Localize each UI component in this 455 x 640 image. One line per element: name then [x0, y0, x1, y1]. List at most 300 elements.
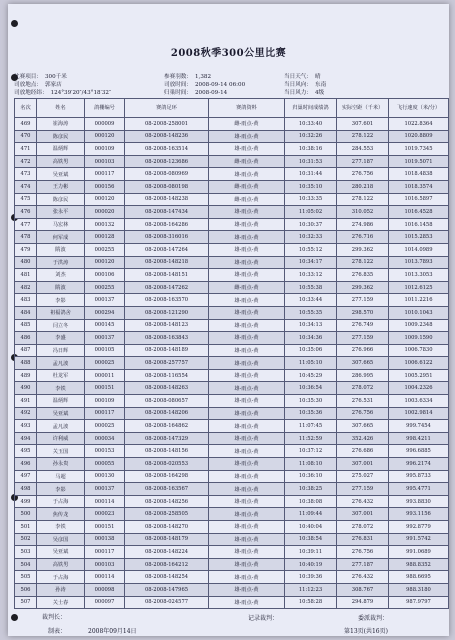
table-cell: 1002.9814: [389, 407, 449, 420]
info-item: [14, 82, 62, 89]
table-cell: 雄-雨点-黄: [209, 332, 285, 345]
info-value: 郭家店: [44, 82, 62, 88]
table-row: [15, 407, 449, 420]
table-cell: 吴亚斌: [37, 407, 85, 420]
column-header: 名次: [15, 99, 37, 118]
table-cell: 08-2008-148156: [125, 445, 209, 458]
table-cell: 雌-雨点-黄: [209, 281, 285, 294]
table-cell: 988.3180: [389, 583, 449, 596]
table-cell: 000156: [85, 180, 125, 193]
table-cell: 08-2008-257757: [125, 357, 209, 370]
table-row: [15, 432, 449, 445]
table-cell: 10:37:12: [285, 445, 337, 458]
table-cell: 李影: [37, 294, 85, 307]
table-body: [15, 118, 449, 609]
table-cell: 李铁: [37, 521, 85, 534]
table-row: [15, 218, 449, 231]
table-cell: 000103: [85, 558, 125, 571]
table-cell: 08-2008-148236: [125, 130, 209, 143]
table-cell: 10:33:35: [285, 193, 337, 206]
table-cell: 10:35:06: [285, 344, 337, 357]
table-cell: 484: [15, 306, 37, 319]
table-cell: 987.9797: [389, 596, 449, 609]
column-header: 飞行速度（米/分）: [389, 99, 449, 118]
table-cell: 499: [15, 495, 37, 508]
table-cell: 闫立冬: [37, 319, 85, 332]
table-cell: 000145: [85, 319, 125, 332]
table-cell: 10:34:13: [285, 319, 337, 332]
table-cell: 许利威: [37, 432, 85, 445]
table-cell: 08-2008-147965: [125, 583, 209, 596]
table-cell: 996.6885: [389, 445, 449, 458]
table-cell: 10:40:04: [285, 521, 337, 534]
table-cell: 276.749: [337, 319, 389, 332]
table-cell: 307.665: [337, 357, 389, 370]
table-cell: 483: [15, 294, 37, 307]
table-cell: 08-2008-020553: [125, 458, 209, 471]
table-cell: 485: [15, 319, 37, 332]
table-cell: 479: [15, 243, 37, 256]
table-cell: 1018.3574: [389, 180, 449, 193]
table-cell: 488: [15, 357, 37, 370]
info-value: 2008-09-14: [194, 90, 228, 96]
table-cell: 998.4211: [389, 432, 449, 445]
table-cell: 000020: [85, 206, 125, 219]
table-cell: 1019.5071: [389, 155, 449, 168]
table-cell: 08-2008-148224: [125, 546, 209, 559]
table-cell: 1018.4838: [389, 168, 449, 181]
table-cell: 000025: [85, 357, 125, 370]
table-cell: 993.1156: [389, 508, 449, 521]
table-cell: 277.187: [337, 558, 389, 571]
table-cell: 1022.8364: [389, 118, 449, 131]
table-row: [15, 344, 449, 357]
table-cell: 刘杰: [37, 269, 85, 282]
table-cell: 10:34:36: [285, 332, 337, 345]
table-cell: 10:36:10: [285, 470, 337, 483]
table-cell: 高铁男: [37, 558, 85, 571]
table-cell: 雄-雨点-黄: [209, 344, 285, 357]
table-cell: 雄-雨点-黄: [209, 294, 285, 307]
table-row: [15, 420, 449, 433]
table-cell: 关士春: [37, 596, 85, 609]
table-cell: 08-2008-148151: [125, 269, 209, 282]
info-value: 晴: [314, 74, 321, 80]
table-cell: 雄-雨点-黄: [209, 571, 285, 584]
table-cell: 08-2008-147262: [125, 281, 209, 294]
table-cell: 000011: [85, 369, 125, 382]
table-cell: 08-2008-121290: [125, 306, 209, 319]
table-cell: 000120: [85, 193, 125, 206]
table-cell: 马宏林: [37, 218, 85, 231]
table-cell: 000106: [85, 269, 125, 282]
table-row: [15, 533, 449, 546]
table-cell: 雄-雨点-黄: [209, 382, 285, 395]
info-value: 300千米: [44, 74, 67, 80]
table-cell: 000137: [85, 294, 125, 307]
table-cell: 雄-雨点-黄: [209, 143, 285, 156]
table-cell: 1020.8809: [389, 130, 449, 143]
table-cell: 352.426: [337, 432, 389, 445]
table-row: [15, 294, 449, 307]
table-cell: 480: [15, 256, 37, 269]
table-cell: 雄-雨点-黄: [209, 445, 285, 458]
table-cell: 11:52:59: [285, 432, 337, 445]
table-row: [15, 369, 449, 382]
table-cell: 1011.2216: [389, 294, 449, 307]
table-cell: 雄-雨点-黄: [209, 458, 285, 471]
table-row: [15, 130, 449, 143]
table-row: [15, 558, 449, 571]
table-cell: 277.159: [337, 332, 389, 345]
table-cell: 雄-雨点-黄: [209, 533, 285, 546]
binder-hole: [11, 20, 18, 27]
table-cell: 关玉国: [37, 445, 85, 458]
table-cell: 10:58:28: [285, 596, 337, 609]
table-cell: 503: [15, 546, 37, 559]
table-cell: 孟凡波: [37, 420, 85, 433]
table-cell: 000138: [85, 533, 125, 546]
table-cell: 489: [15, 369, 37, 382]
table-cell: 000151: [85, 521, 125, 534]
table-cell: 08-2008-123686: [125, 155, 209, 168]
table-row: [15, 508, 449, 521]
table-cell: 于占海: [37, 571, 85, 584]
table-cell: 276.432: [337, 495, 389, 508]
table-cell: 000114: [85, 571, 125, 584]
table-cell: 温炳辉: [37, 395, 85, 408]
table-cell: 000130: [85, 470, 125, 483]
page-number: 第13页(共16页): [344, 628, 388, 635]
table-cell: 000132: [85, 218, 125, 231]
table-cell: 505: [15, 571, 37, 584]
table-cell: 高铁男: [37, 155, 85, 168]
table-row: [15, 470, 449, 483]
table-cell: 988.8352: [389, 558, 449, 571]
table-cell: 雄-雨点-黄: [209, 168, 285, 181]
table-cell: 999.7454: [389, 420, 449, 433]
table-cell: 11:09:44: [285, 508, 337, 521]
info-label: 司放地经纬：: [14, 90, 48, 96]
table-cell: 299.362: [337, 281, 389, 294]
result-sheet: [8, 4, 449, 636]
table-cell: 502: [15, 533, 37, 546]
info-label: 司放时间：: [164, 82, 192, 88]
table-cell: 崔海涛: [37, 118, 85, 131]
table-cell: 000055: [85, 458, 125, 471]
table-cell: 何军成: [37, 231, 85, 244]
table-cell: 雄-雨点-黄: [209, 306, 285, 319]
table-row: [15, 155, 449, 168]
table-cell: 雌-雨点-黄: [209, 155, 285, 168]
table-cell: 吴亚斌: [37, 546, 85, 559]
table-cell: 张永平: [37, 206, 85, 219]
table-cell: 000109: [85, 143, 125, 156]
table-cell: 1009.2348: [389, 319, 449, 332]
table-cell: 276.756: [337, 546, 389, 559]
table-cell: 1012.6125: [389, 281, 449, 294]
table-cell: 雄-雨点-黄: [209, 369, 285, 382]
table-cell: 雄-雨点-黄: [209, 357, 285, 370]
table-cell: 孙涛: [37, 583, 85, 596]
table-row: [15, 319, 449, 332]
table-cell: 10:39:11: [285, 546, 337, 559]
table-cell: 1013.3053: [389, 269, 449, 282]
table-row: [15, 231, 449, 244]
table-cell: 276.831: [337, 533, 389, 546]
table-cell: 486: [15, 332, 37, 345]
table-cell: 11:07:45: [285, 420, 337, 433]
table-row: [15, 395, 449, 408]
table-cell: 000137: [85, 483, 125, 496]
table-cell: 08-2008-147264: [125, 243, 209, 256]
table-cell: 995.4771: [389, 483, 449, 496]
table-cell: 10:40:19: [285, 558, 337, 571]
table-cell: 10:31:44: [285, 168, 337, 181]
table-row: [15, 206, 449, 219]
table-cell: 1004.2326: [389, 382, 449, 395]
table-cell: 000098: [85, 583, 125, 596]
table-row: [15, 168, 449, 181]
table-cell: 504: [15, 558, 37, 571]
info-value: 2008-09-14 06:00: [194, 82, 246, 88]
table-cell: 274.986: [337, 218, 389, 231]
table-row: [15, 546, 449, 559]
table-cell: 286.995: [337, 369, 389, 382]
table-cell: 1009.1590: [389, 332, 449, 345]
table-cell: 477: [15, 218, 37, 231]
table-row: [15, 357, 449, 370]
table-cell: 000120: [85, 130, 125, 143]
table-cell: 478: [15, 231, 37, 244]
table-cell: 476: [15, 206, 37, 219]
table-cell: 08-2008-148123: [125, 319, 209, 332]
table-cell: 1005.2951: [389, 369, 449, 382]
table-row: [15, 596, 449, 609]
table-row: [15, 332, 449, 345]
table-cell: 494: [15, 432, 37, 445]
table-cell: 08-2008-148263: [125, 382, 209, 395]
table-cell: 307.601: [337, 118, 389, 131]
table-cell: 996.2174: [389, 458, 449, 471]
info-label: 归巢时间：: [164, 90, 192, 96]
table-row: [15, 445, 449, 458]
table-cell: 299.362: [337, 243, 389, 256]
table-cell: 雄-雨点-黄: [209, 231, 285, 244]
info-item: [284, 82, 326, 89]
table-cell: 雄-雨点-黄: [209, 495, 285, 508]
judge-label: 裁判长：: [42, 614, 67, 621]
table-cell: 雌-雨点-黄: [209, 118, 285, 131]
table-cell: 祖福鸽舍: [37, 306, 85, 319]
table-cell: 000294: [85, 306, 125, 319]
table-cell: 08-2008-164286: [125, 218, 209, 231]
table-cell: 雄-雨点-黄: [209, 596, 285, 609]
table-cell: 993.8830: [389, 495, 449, 508]
table-cell: 10:35:10: [285, 180, 337, 193]
table-cell: 507: [15, 596, 37, 609]
table-cell: 雄-雨点-黄: [209, 470, 285, 483]
table-cell: 10:33:40: [285, 118, 337, 131]
info-label: 当日风向：: [284, 82, 312, 88]
table-cell: 08-2008-258505: [125, 508, 209, 521]
table-cell: 08-2008-080198: [125, 180, 209, 193]
table-cell: 10:38:25: [285, 483, 337, 496]
table-cell: 雄-雨点-黄: [209, 546, 285, 559]
recorder-label: 记录裁判：: [248, 615, 279, 622]
table-cell: 000153: [85, 445, 125, 458]
table-cell: 992.8779: [389, 521, 449, 534]
table-row: [15, 306, 449, 319]
table-cell: 506: [15, 583, 37, 596]
info-value: 1,382: [194, 74, 211, 80]
committee-label: 委派裁判：: [358, 615, 389, 622]
table-cell: 08-2008-080969: [125, 168, 209, 181]
table-cell: 497: [15, 470, 37, 483]
table-cell: 000103: [85, 155, 125, 168]
table-cell: 08-2008-147329: [125, 432, 209, 445]
table-cell: 08-2008-148254: [125, 571, 209, 584]
table-cell: 08-2008-080657: [125, 395, 209, 408]
table-cell: 雄-雨点-黄: [209, 508, 285, 521]
table-cell: 雄-雨点-黄: [209, 521, 285, 534]
table-row: [15, 243, 449, 256]
table-cell: 陈彦民: [37, 193, 85, 206]
table-cell: 000137: [85, 332, 125, 345]
table-cell: 08-2008-163843: [125, 332, 209, 345]
table-cell: 10:36:54: [285, 382, 337, 395]
table-cell: 000128: [85, 231, 125, 244]
info-label: 当日风力：: [284, 90, 312, 96]
table-cell: 000255: [85, 243, 125, 256]
table-cell: 08-2008-164298: [125, 470, 209, 483]
table-cell: 10:31:53: [285, 155, 337, 168]
table-cell: 991.5742: [389, 533, 449, 546]
table-cell: 王力彬: [37, 180, 85, 193]
table-cell: 000097: [85, 596, 125, 609]
table-cell: 475: [15, 193, 37, 206]
table-cell: 469: [15, 118, 37, 131]
table-cell: 276.756: [337, 168, 389, 181]
table-cell: 276.686: [337, 445, 389, 458]
table-cell: 雄-雨点-黄: [209, 256, 285, 269]
table-cell: 08-2008-116554: [125, 369, 209, 382]
table-cell: 雄-雨点-黄: [209, 243, 285, 256]
table-cell: 276.531: [337, 395, 389, 408]
table-cell: 294.879: [337, 596, 389, 609]
table-cell: 08-2008-163514: [125, 143, 209, 156]
table-cell: 李影: [37, 483, 85, 496]
table-cell: 08-2008-316016: [125, 231, 209, 244]
table-cell: 10:32:33: [285, 231, 337, 244]
table-cell: 08-2008-148256: [125, 495, 209, 508]
table-cell: 276.835: [337, 269, 389, 282]
info-item: [14, 74, 67, 81]
table-cell: 495: [15, 445, 37, 458]
table-cell: 雄-雨点-黄: [209, 432, 285, 445]
table-row: [15, 571, 449, 584]
table-cell: 10:38:54: [285, 533, 337, 546]
table-cell: 307.665: [337, 420, 389, 433]
table-cell: 11:05:02: [285, 206, 337, 219]
table-cell: 孙永贵: [37, 458, 85, 471]
table-cell: 08-2008-163567: [125, 483, 209, 496]
table-cell: 276.716: [337, 231, 389, 244]
table-cell: 496: [15, 458, 37, 471]
table-cell: 温炳辉: [37, 143, 85, 156]
column-header: 姓名: [37, 99, 85, 118]
table-row: [15, 269, 449, 282]
table-cell: 1016.4528: [389, 206, 449, 219]
table-cell: 280.218: [337, 180, 389, 193]
table-cell: 08-2008-163570: [125, 294, 209, 307]
table-cell: 10:30:37: [285, 218, 337, 231]
column-header: 赛鸽足环: [125, 99, 209, 118]
table-cell: 498: [15, 483, 37, 496]
table-cell: 08-2008-024577: [125, 596, 209, 609]
table-cell: 雄-雨点-黄: [209, 218, 285, 231]
binder-hole: [11, 614, 18, 621]
table-cell: 08-2008-164862: [125, 420, 209, 433]
table-cell: 10:33:12: [285, 269, 337, 282]
table-cell: 1015.2853: [389, 231, 449, 244]
table-cell: 277.159: [337, 294, 389, 307]
table-cell: 491: [15, 395, 37, 408]
table-cell: 310.052: [337, 206, 389, 219]
table-cell: 08-2008-148189: [125, 344, 209, 357]
table-cell: 1006.7830: [389, 344, 449, 357]
table-cell: 10:32:26: [285, 130, 337, 143]
table-cell: 11:12:23: [285, 583, 337, 596]
table-cell: 10:35:30: [285, 395, 337, 408]
table-cell: 隋波: [37, 281, 85, 294]
table-cell: 000009: [85, 118, 125, 131]
table-cell: 雄-雨点-黄: [209, 558, 285, 571]
table-cell: 10:55:38: [285, 281, 337, 294]
table-cell: 1016.5897: [389, 193, 449, 206]
table-cell: 08-2008-148179: [125, 533, 209, 546]
table-cell: 471: [15, 143, 37, 156]
table-row: [15, 521, 449, 534]
table-cell: 雄-雨点-黄: [209, 269, 285, 282]
table-cell: 隋波: [37, 243, 85, 256]
table-cell: 275.027: [337, 470, 389, 483]
table-row: [15, 382, 449, 395]
table-cell: 276.432: [337, 571, 389, 584]
table-cell: 08-2008-148238: [125, 193, 209, 206]
table-cell: 000023: [85, 508, 125, 521]
table-cell: 492: [15, 407, 37, 420]
table-cell: 08-2008-258001: [125, 118, 209, 131]
table-cell: 李铁: [37, 382, 85, 395]
table-row: [15, 281, 449, 294]
table-cell: 陈彦民: [37, 130, 85, 143]
table-cell: 于洪涛: [37, 256, 85, 269]
info-label: 当日天气：: [284, 74, 312, 80]
table-cell: 1013.7893: [389, 256, 449, 269]
info-value: 东南: [314, 82, 327, 88]
table-cell: 马超: [37, 470, 85, 483]
table-cell: 988.6695: [389, 571, 449, 584]
table-cell: 雌-雨点-黄: [209, 193, 285, 206]
table-cell: 473: [15, 168, 37, 181]
table-cell: 481: [15, 269, 37, 282]
table-cell: 08-2008-148270: [125, 521, 209, 534]
column-header: 归巢时间成绩鸽: [285, 99, 337, 118]
table-cell: 雄-雨点-黄: [209, 483, 285, 496]
table-cell: 雌-雨点-黄: [209, 180, 285, 193]
table-cell: 000114: [85, 495, 125, 508]
